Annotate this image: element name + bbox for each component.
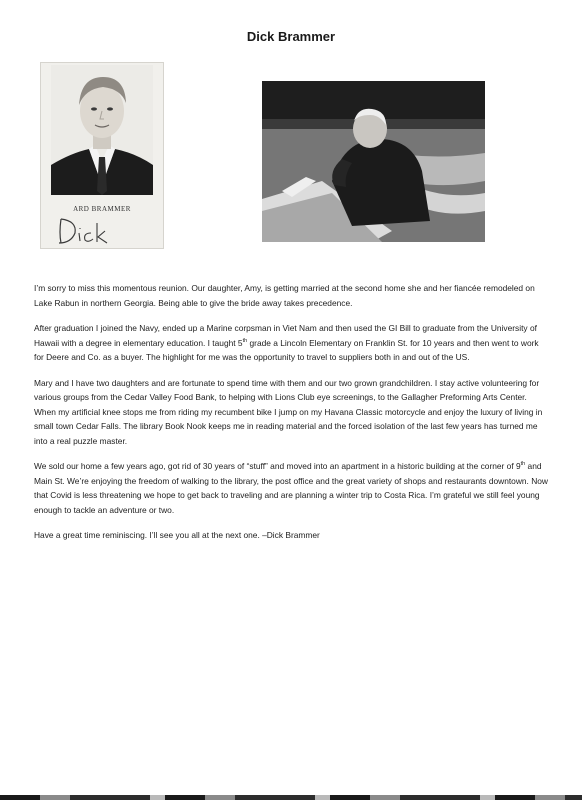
scan-edge (0, 795, 582, 800)
paragraph-home: We sold our home a few years ago, got rid of 30 years of “stuff” and moved into an apartment in a historic building at the corner of 9th and Main St. We’re enjoying the freedom of walking to the library, the post office and the great variety of shops and restaurants downtown. Now that Covid is less threatening we hope to get back to traveling and are planning a winter trip to Costa Rica. I’m grateful we still feel young enough to tackle an adventure or two. (34, 461, 548, 515)
yearbook-portrait (51, 65, 153, 195)
paragraph-closing: Have a great time reminiscing. I’ll see you all at the next one. –Dick Brammer (34, 530, 320, 540)
paragraph-career: After graduation I joined the Navy, ended up a Marine corpsman in Viet Nam and then used the GI Bill to graduate from the University of Hawaii with a degree in elementary education. I taught 5th grade a Lincoln Elementary on Franklin St. for 10 years and then went to work for Deere and Co. as a buyer. The highlight for me was the opportunity to travel to suppliers both in and out of the US. (34, 323, 539, 362)
paragraph-reunion: I’m sorry to miss this momentous reunion. Our daughter, Amy, is getting married at the second home she and her fiancée remodeled on Lake Rabun in northern Georgia. Being able to give the bride away takes precedence. (34, 283, 535, 308)
handwritten-signature (55, 215, 115, 249)
yearbook-photo-card (40, 62, 164, 249)
letter-body (34, 281, 549, 554)
boat-photo (262, 81, 485, 242)
yearbook-caption: ARD BRAMMER (73, 205, 131, 213)
page-title: Dick Brammer (246, 29, 336, 44)
paragraph-family: Mary and I have two daughters and are fortunate to spend time with them and our two grown grandchildren. I stay active volunteering for various groups from the Cedar Valley Food Bank, to helping with Lions Club eye screenings, to the Gallagher Preforming Arts Center. When my artificial knee stops me from riding my recumbent bike I jump on my Havana Classic motorcycle and enjoy the luxury of living in small town Cedar Falls. The library Book Nook keeps me in reading material and the forced isolation of the last few years has turned me into a real puzzle master. (34, 377, 543, 446)
